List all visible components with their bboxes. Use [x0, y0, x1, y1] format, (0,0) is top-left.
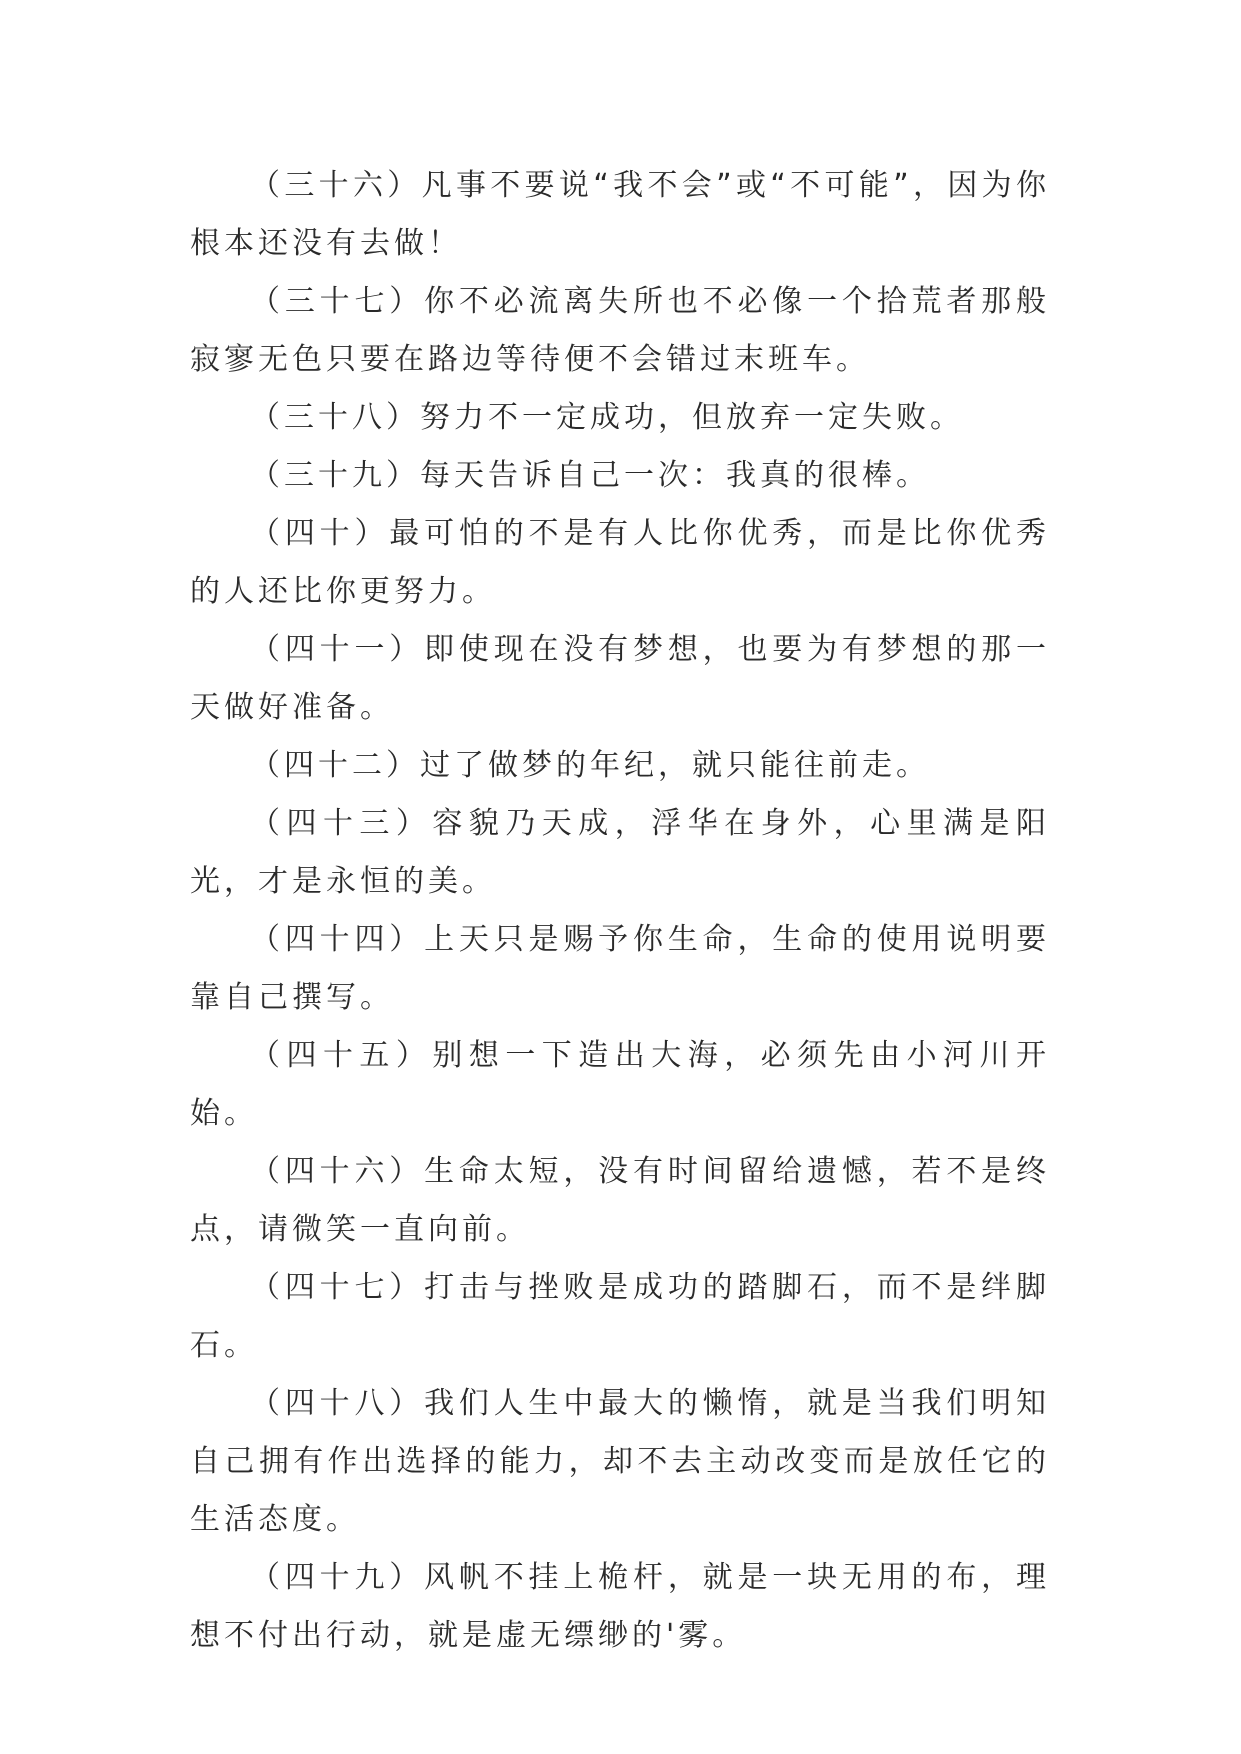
- paragraph-45: （四十五）别想一下造出大海，必须先由小河川开始。: [190, 1038, 1050, 1131]
- paragraph-43: （四十三）容貌乃天成，浮华在身外，心里满是阳光，才是永恒的美。: [190, 806, 1050, 899]
- paragraph-44: （四十四）上天只是赐予你生命，生命的使用说明要靠自己撰写。: [190, 922, 1050, 1015]
- paragraph-36: （三十六）凡事不要说“我不会”或“不可能”，因为你根本还没有去做！: [190, 168, 1050, 261]
- paragraph-49: （四十九）风帆不挂上桅杆，就是一块无用的布，理想不付出行动，就是虚无缥缈的'雾。: [190, 1560, 1050, 1653]
- paragraph-39: （三十九）每天告诉自己一次：我真的很棒。: [250, 458, 930, 493]
- document-body: [190, 157, 1050, 1665]
- paragraph-37: （三十七）你不必流离失所也不必像一个拾荒者那般寂寥无色只要在路边等待便不会错过末班车。: [190, 284, 1050, 377]
- paragraph-40: （四十）最可怕的不是有人比你优秀，而是比你优秀的人还比你更努力。: [190, 516, 1050, 609]
- paragraph-42: （四十二）过了做梦的年纪，就只能往前走。: [250, 748, 930, 783]
- paragraph-46: （四十六）生命太短，没有时间留给遗憾，若不是终点，请微笑一直向前。: [190, 1154, 1050, 1247]
- paragraph-41: （四十一）即使现在没有梦想，也要为有梦想的那一天做好准备。: [190, 632, 1050, 725]
- paragraph-47: （四十七）打击与挫败是成功的踏脚石，而不是绊脚石。: [190, 1270, 1050, 1363]
- paragraph-38: （三十八）努力不一定成功，但放弃一定失败。: [250, 400, 964, 435]
- paragraph-48: （四十八）我们人生中最大的懒惰，就是当我们明知自己拥有作出选择的能力，却不去主动改变而是放任它的生活态度。: [190, 1386, 1050, 1537]
